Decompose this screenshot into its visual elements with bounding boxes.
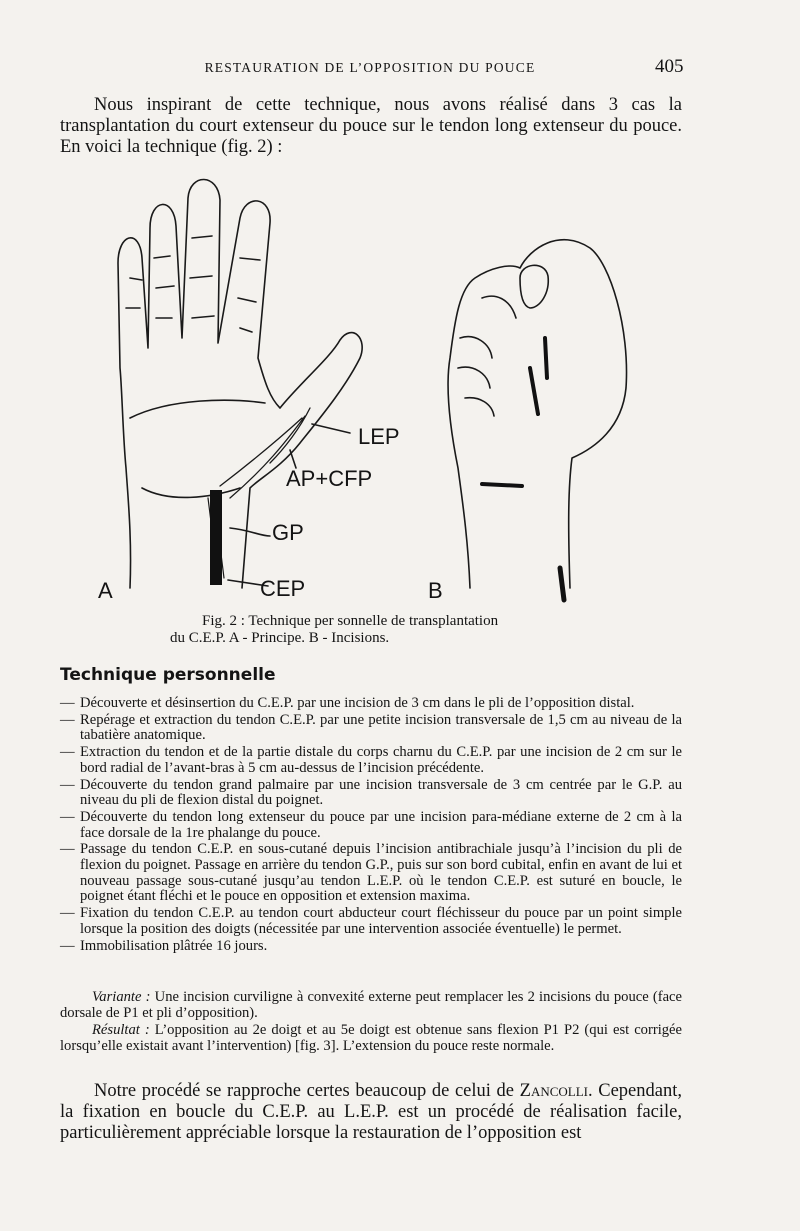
caption-line-2: du C.E.P. A - Principe. B - Incisions. [170, 630, 390, 646]
incision-bar-a [210, 490, 222, 585]
dash: — [60, 711, 75, 728]
panel-a-letter: A [98, 578, 113, 603]
page-number: 405 [655, 56, 684, 77]
step-text: Découverte du tendon long extenseur du pouce par une incision para-médiane externe de 2 cm à la face dorsale de la 1re phalange du pouce. [80, 808, 682, 841]
dash: — [60, 841, 75, 858]
incision-crease-b [530, 368, 538, 414]
closing-text-b: . Cependant, la fixation en boucle du C.E.P. au L.E.P. est un procédé de réalisation facile, particulièrement appréciable lorsque la restauration de l’opposition est [60, 1081, 682, 1143]
figure-2 [90, 168, 650, 608]
incision-thumb-b [545, 338, 547, 378]
incision-forearm-b [560, 568, 564, 600]
dash: — [60, 695, 75, 711]
resultat-label: Résultat : [92, 1022, 150, 1038]
variante-text: Une incision curviligne à convexité externe peut remplacer les 2 incisions du pouce (face dorsale de P1 et pli d’opposition). [60, 989, 683, 1021]
variante-paragraph [60, 990, 682, 1021]
list-item [60, 696, 682, 712]
closing-paragraph [60, 1081, 682, 1144]
dash: — [60, 905, 75, 922]
list-item [60, 906, 682, 937]
list-item [60, 939, 682, 955]
step-text: Repérage et extraction du tendon C.E.P. par une petite incision transversale de 1,5 cm au niveau de la tabatière anatomique. [80, 711, 682, 744]
intro-paragraph: Nous inspirant de cette technique, nous avons réalisé dans 3 cas la transplantation du court extenseur du pouce sur le tendon long extenseur du pouce. En voici la technique (fig. 2) : [60, 95, 682, 157]
thumb-b [520, 265, 548, 308]
step-text: Passage du tendon C.E.P. en sous-cutané depuis l’incision antibrachiale jusqu’à l’incision du pli de flexion du poignet. Passage en arrière du tendon G.P., puis sur son bord cubital, enfin en avant de lui et nouveau passage sous-cutané jusqu’au tendon L.E.P. où le tendon C.E.P. est suturé en boucle, le poignet étant fléchi et le pouce en opposition et extension maxima. [80, 841, 682, 905]
incision-wrist-b [482, 484, 522, 486]
list-item [60, 713, 682, 744]
dash: — [60, 808, 75, 825]
list-item [60, 745, 682, 776]
resultat-text: L’opposition au 2e doigt et au 5e doigt est obtenue sans flexion P1 P2 (qui est corrigée lorsqu’elle existait avant l’intervention) [fig. 3]. L’extension du pouce reste normale. [60, 1022, 682, 1054]
caption-line-1: Fig. 2 : Technique per sonnelle de transplantation [202, 613, 499, 629]
dash: — [60, 744, 75, 761]
step-text: Immobilisation plâtrée 16 jours. [80, 937, 268, 954]
resultat-paragraph [60, 1023, 682, 1054]
dash: — [60, 776, 75, 793]
label-ap-cfp: AP+CFP [286, 466, 373, 491]
author-name: Zancolli [519, 1081, 588, 1101]
step-text: Extraction du tendon et de la partie distale du corps charnu du C.E.P. par une incision de 2 cm sur le bord radial de l’avant-bras à 5 cm au-dessus de l’incision précédente. [80, 744, 682, 776]
hand-a-outline [118, 179, 362, 588]
list-item [60, 842, 682, 905]
variante-label: Variante : [92, 989, 151, 1005]
label-gp: GP [272, 520, 304, 545]
figure-caption [170, 613, 570, 647]
step-text: Fixation du tendon C.E.P. au tendon court abducteur court fléchisseur du pouce par un point simple lorsque la position des doigts (nécessitée par une intervention associée éventuelle) le permet. [80, 905, 682, 937]
running-title: RESTAURATION DE L’OPPOSITION DU POUCE [204, 60, 536, 75]
closing-text-a: Notre procédé se rapproche certes beaucoup de celui de [94, 1081, 514, 1101]
leader-gp [230, 528, 270, 536]
hand-b-fingers [458, 296, 516, 416]
panel-b-letter: B [428, 578, 443, 603]
step-text: Découverte et désinsertion du C.E.P. par une incision de 3 cm dans le pli de l’opposition distal. [80, 695, 635, 711]
running-header [0, 58, 800, 80]
step-text: Découverte du tendon grand palmaire par une incision transversale de 3 cm centrée par le G.P. au niveau du pli de flexion distal du poignet. [80, 776, 682, 809]
leader-lep [312, 424, 350, 433]
label-lep: LEP [358, 424, 400, 449]
list-item [60, 778, 682, 809]
technique-steps [60, 696, 682, 955]
list-item [60, 810, 682, 841]
hand-a-creases [126, 236, 265, 497]
dash: — [60, 937, 75, 954]
section-heading: Technique personnelle [60, 665, 276, 685]
hand-illustration [90, 168, 650, 608]
label-cep: CEP [260, 576, 306, 601]
